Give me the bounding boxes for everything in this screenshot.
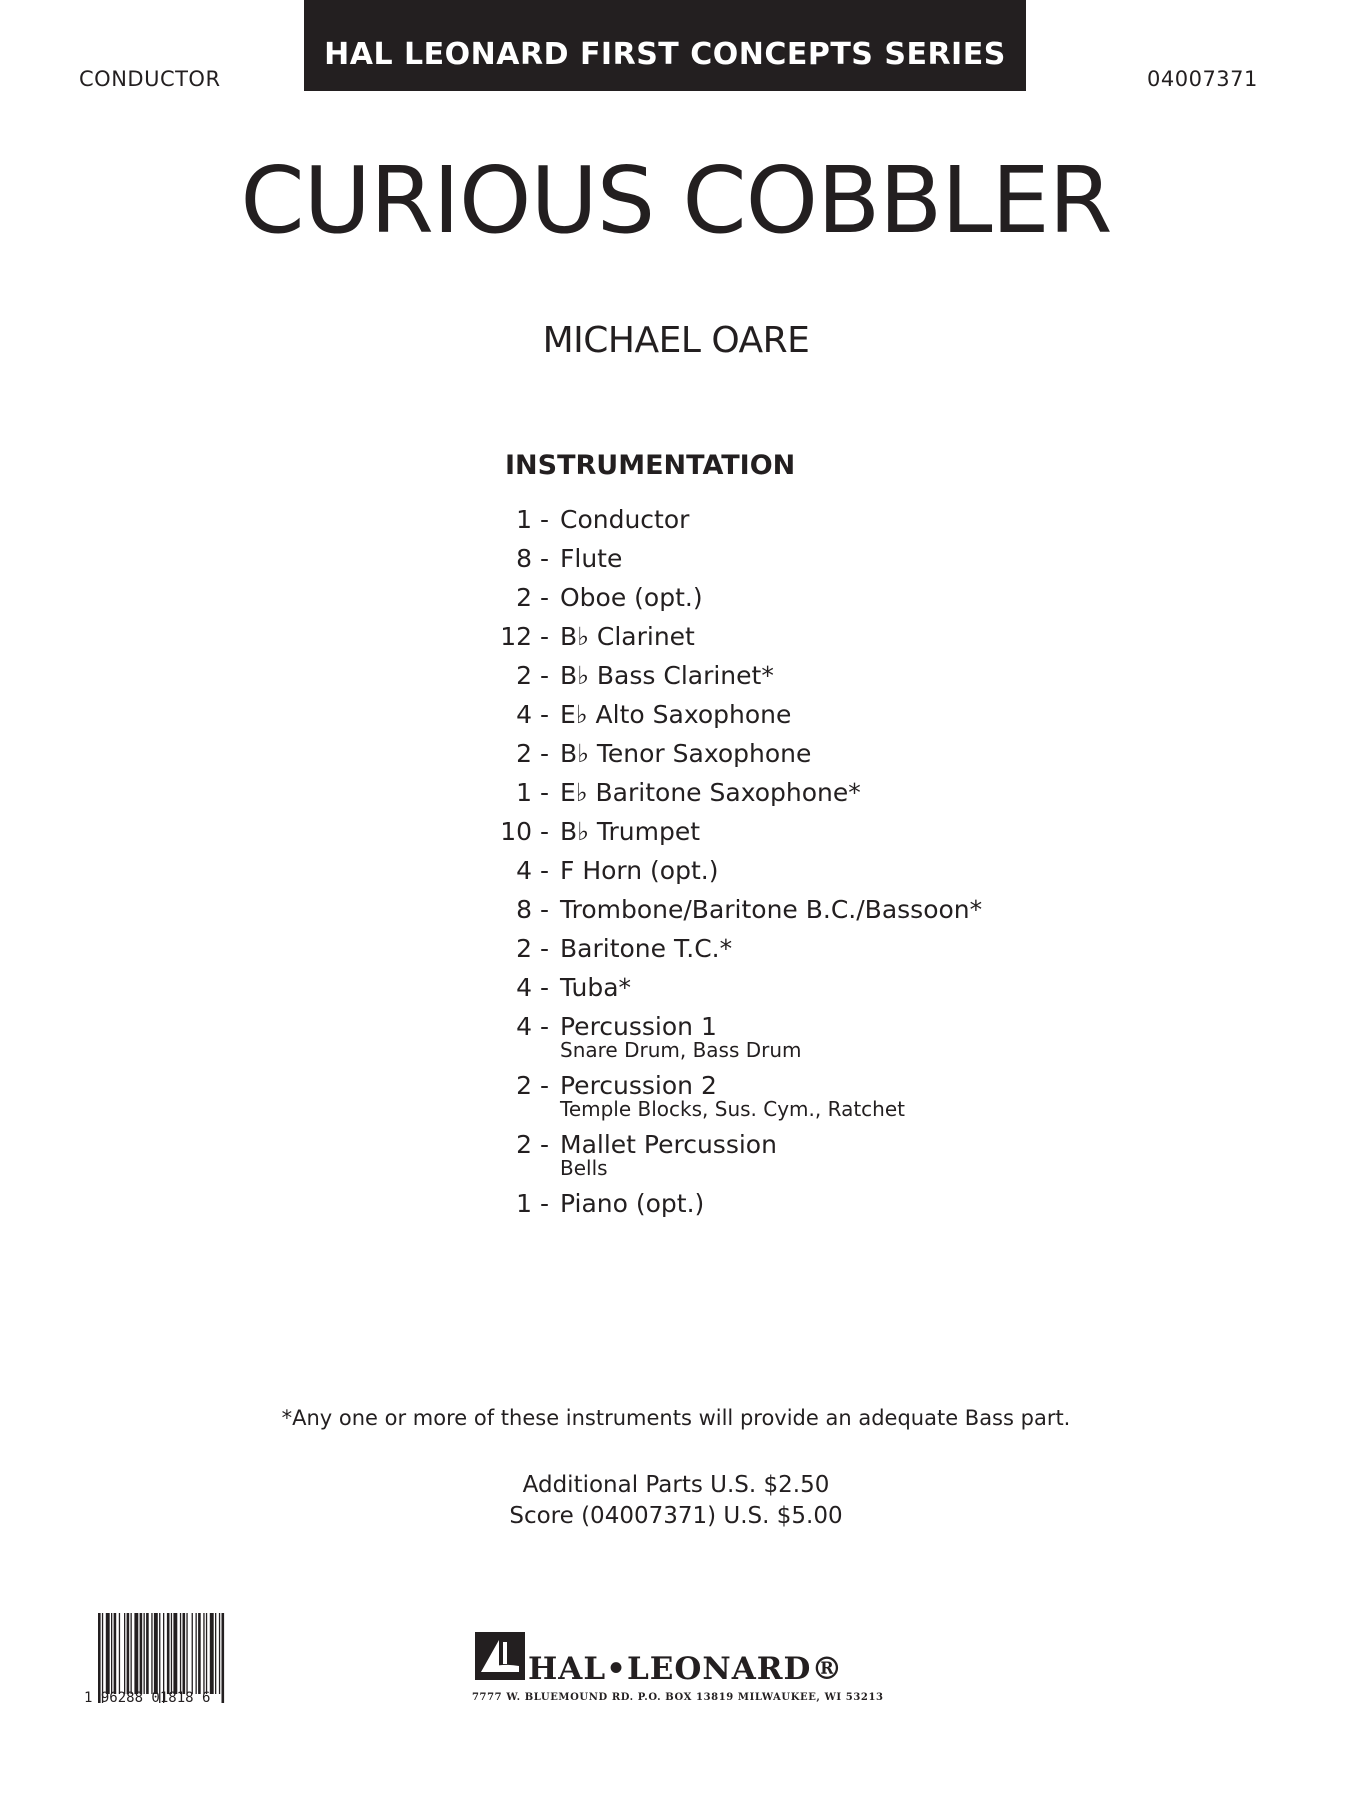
barcode-bar (134, 1613, 138, 1694)
instrument-name: Percussion 1 (560, 1012, 717, 1041)
bass-part-footnote: *Any one or more of these instruments will provide an adequate Bass part. (281, 1406, 1071, 1430)
instrument-body (560, 539, 622, 578)
instrument-row (490, 500, 1090, 539)
instrument-row (490, 734, 1090, 773)
instrument-body (560, 1007, 802, 1066)
instrument-body (560, 812, 700, 851)
barcode-bar (151, 1613, 152, 1694)
instrument-row (490, 968, 1090, 1007)
instrument-row (490, 578, 1090, 617)
instrument-count: 1 - (516, 778, 549, 807)
instrument-body (560, 1125, 777, 1184)
instrumentation-heading: INSTRUMENTATION (505, 450, 796, 481)
instrument-count: 4 - (516, 856, 549, 885)
barcode-bar (127, 1613, 130, 1694)
instrument-row (490, 656, 1090, 695)
instrument-name: Trombone/Baritone B.C./Bassoon* (560, 895, 983, 924)
barcode-bar (167, 1613, 170, 1694)
instrument-row (490, 1184, 1090, 1223)
instrument-count: 4 - (516, 700, 549, 729)
instrument-count: 1 - (516, 505, 549, 534)
barcode-bar (171, 1613, 172, 1694)
instrumentation-list (490, 500, 1090, 1223)
hal-leonard-logo-icon (475, 1632, 525, 1680)
instrument-row (490, 929, 1090, 968)
barcode-bar (154, 1613, 158, 1694)
price-block (0, 1470, 1352, 1532)
publisher-address: 7777 W. BLUEMOUND RD. P.O. BOX 13819 MILWAUKEE, WI 53213 (472, 1692, 884, 1703)
instrument-body (560, 929, 732, 968)
instrument-body (560, 890, 982, 929)
instrument-name: B♭ Bass Clarinet* (560, 661, 774, 690)
catalog-number: 04007371 (1147, 67, 1258, 91)
instrument-count: 2 - (516, 1130, 549, 1159)
barcode-bar (173, 1613, 177, 1694)
instrument-count: 2 - (516, 739, 549, 768)
instrument-count: 2 - (516, 661, 549, 690)
barcode-bar (186, 1613, 187, 1694)
instrument-body (560, 578, 703, 617)
page-title: CURIOUS COBBLER (240, 147, 1112, 254)
instrument-count: 4 - (516, 1012, 549, 1041)
instrument-row (490, 773, 1090, 812)
instrument-row (490, 617, 1090, 656)
score-price: Score (04007371) U.S. $5.00 (509, 1503, 843, 1529)
instrument-row (490, 890, 1090, 929)
instrument-count: 2 - (516, 1071, 549, 1100)
publisher-logo-text: HAL•LEONARD® (528, 1651, 844, 1687)
instrument-name: Piano (opt.) (560, 1189, 705, 1218)
instrument-name: B♭ Clarinet (560, 622, 695, 651)
instrument-body (560, 968, 631, 1007)
barcode-bar (124, 1613, 125, 1694)
instrument-row (490, 1007, 1090, 1066)
barcode-bar (180, 1613, 181, 1694)
instrument-body (560, 773, 861, 812)
instrument-row (490, 1066, 1090, 1125)
instrument-name: Percussion 2 (560, 1071, 717, 1100)
instrument-count: 4 - (516, 973, 549, 1002)
barcode-bar (192, 1613, 193, 1694)
instrument-body (560, 1066, 905, 1125)
series-title: HAL LEONARD FIRST CONCEPTS SERIES (324, 37, 1006, 72)
barcode-bar (206, 1613, 207, 1694)
composer-name: MICHAEL OARE (542, 320, 810, 361)
barcode-digits: 1 96288 01818 6 (84, 1690, 211, 1706)
barcode-bar (119, 1613, 120, 1694)
instrument-body (560, 1184, 704, 1223)
instrument-name: F Horn (opt.) (560, 856, 719, 885)
barcode-bar (210, 1613, 214, 1694)
instrument-name: Mallet Percussion (560, 1130, 777, 1159)
instrument-row (490, 812, 1090, 851)
barcode-bar (183, 1613, 186, 1694)
instrument-body (560, 734, 811, 773)
barcode-bar (219, 1613, 220, 1694)
series-banner (304, 0, 1026, 91)
barcode-bar (144, 1613, 145, 1694)
part-label: CONDUCTOR (79, 67, 221, 91)
instrument-count: 12 - (500, 622, 549, 651)
instrument-name: Oboe (opt.) (560, 583, 703, 612)
barcode-bar (140, 1613, 143, 1694)
instrument-name: E♭ Alto Saxophone (560, 700, 792, 729)
instrument-count: 8 - (516, 895, 549, 924)
instrument-row (490, 539, 1090, 578)
instrument-name: Conductor (560, 505, 690, 534)
instrument-detail: Bells (560, 1156, 608, 1180)
instrument-row (490, 1125, 1090, 1184)
instrument-count: 8 - (516, 544, 549, 573)
instrument-row (490, 851, 1090, 890)
instrument-count: 10 - (500, 817, 549, 846)
instrument-body (560, 851, 718, 890)
instrument-name: B♭ Trumpet (560, 817, 701, 846)
instrument-body (560, 695, 791, 734)
instrument-name: B♭ Tenor Saxophone (560, 739, 812, 768)
instrument-row (490, 695, 1090, 734)
barcode-bar (146, 1613, 149, 1694)
instrument-count: 1 - (516, 1189, 549, 1218)
barcode-bar (215, 1613, 216, 1694)
barcode-bar (106, 1613, 110, 1694)
barcode-bar (111, 1613, 112, 1694)
instrument-count: 2 - (516, 934, 549, 963)
instrument-body (560, 617, 695, 656)
instrument-name: E♭ Baritone Saxophone* (560, 778, 861, 807)
instrument-name: Tuba* (560, 973, 632, 1002)
instrument-count: 2 - (516, 583, 549, 612)
barcode-bar (114, 1613, 117, 1694)
barcode-bar (203, 1613, 204, 1694)
additional-parts-price: Additional Parts U.S. $2.50 (522, 1472, 830, 1498)
instrument-detail: Temple Blocks, Sus. Cym., Ratchet (560, 1097, 905, 1121)
instrument-body (560, 656, 774, 695)
instrument-body (560, 500, 689, 539)
instrument-detail: Snare Drum, Bass Drum (560, 1038, 802, 1062)
barcode-bar (196, 1613, 197, 1694)
barcode-bar (131, 1613, 132, 1694)
instrument-name: Baritone T.C.* (560, 934, 733, 963)
barcode-bar (198, 1613, 201, 1694)
instrument-name: Flute (560, 544, 623, 573)
